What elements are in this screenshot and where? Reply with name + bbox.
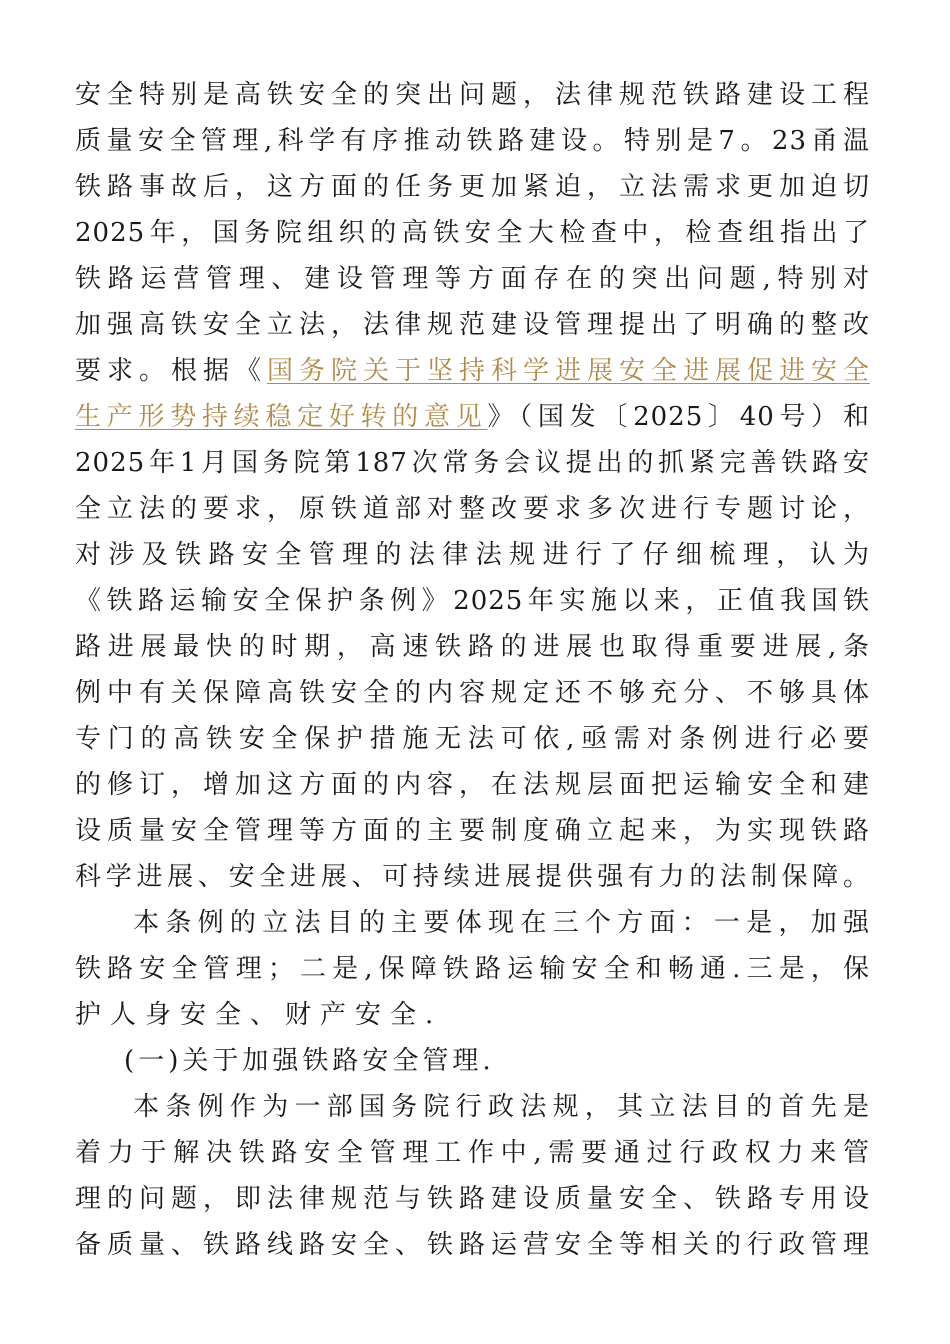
document-title-link[interactable]: 国务院关于坚持科学进展安全进展促进安全 [267,356,870,386]
text-run: (一)关于加强铁路安全管理. [75,1046,495,1076]
text-run: 》（国发〔2025〕40号）和 [487,402,870,432]
text-run: 铁路事故后，这方面的任务更加紧迫，立法需求更加迫切 [75,172,870,202]
text-run: 2025年，国务院组织的高铁安全大检查中，检查组指出了 [75,218,870,248]
text-run: 专门的高铁安全保护措施无法可依,亟需对条例进行必要 [75,724,870,754]
text-run: 全立法的要求，原铁道部对整改要求多次进行专题讨论， [75,494,870,524]
text-line-1 [75,72,870,118]
text-line-4 [75,210,870,256]
document-page [75,72,870,1268]
text-line-24 [75,1130,870,1176]
text-line-16 [75,762,870,808]
text-line-18 [75,854,870,900]
text-line-10 [75,486,870,532]
document-title-link-continued[interactable]: 生产形势持续稳定好转的意见 [75,402,488,432]
text-line-23 [75,1084,870,1130]
text-run: 设质量安全管理等方面的主要制度确立起来，为实现铁路 [75,816,870,846]
text-run: 着力于解决铁路安全管理工作中,需要通过行政权力来管 [75,1138,870,1168]
text-line-7 [75,348,870,394]
text-line-21 [75,992,870,1038]
text-line-9 [75,440,870,486]
text-run: 例中有关保障高铁安全的内容规定还不够充分、不够具体 [75,678,870,708]
text-run: 理的问题，即法律规范与铁路建设质量安全、铁路专用设 [75,1184,870,1214]
text-run: 2025年1月国务院第187次常务会议提出的抓紧完善铁路安 [75,448,870,478]
text-line-12 [75,578,870,624]
text-line-25 [75,1176,870,1222]
text-run: 要求。根据《 [75,356,267,386]
text-line-17 [75,808,870,854]
text-run: 铁路安全管理；二是,保障铁路运输安全和畅通.三是，保 [75,954,870,984]
text-line-11 [75,532,870,578]
text-line-5 [75,256,870,302]
text-run: 备质量、铁路线路安全、铁路运营安全等相关的行政管理 [75,1230,870,1260]
text-run: 本条例的立法目的主要体现在三个方面：一是，加强 [75,908,870,938]
text-run: 铁路运营管理、建设管理等方面存在的突出问题,特别对 [75,264,870,294]
text-line-8 [75,394,870,440]
text-line-3 [75,164,870,210]
text-run: 加强高铁安全立法，法律规范建设管理提出了明确的整改 [75,310,870,340]
text-line-26 [75,1222,870,1268]
text-line-2 [75,118,870,164]
text-line-19 [75,900,870,946]
text-run: 路进展最快的时期，高速铁路的进展也取得重要进展,条 [75,632,870,662]
text-line-13 [75,624,870,670]
text-run: 安全特别是高铁安全的突出问题，法律规范铁路建设工程 [75,80,870,110]
text-run: 本条例作为一部国务院行政法规，其立法目的首先是 [75,1092,870,1122]
text-run: 质量安全管理,科学有序推动铁路建设。特别是7。23甬温 [75,126,870,156]
text-run: 护人身安全、财产安全. [75,1000,443,1030]
text-line-6 [75,302,870,348]
text-line-20 [75,946,870,992]
text-run: 的修订，增加这方面的内容，在法规层面把运输安全和建 [75,770,870,800]
text-run: 《铁路运输安全保护条例》2025年实施以来，正值我国铁 [75,586,870,616]
section-heading [75,1038,870,1084]
text-line-14 [75,670,870,716]
text-run: 科学进展、安全进展、可持续进展提供强有力的法制保障。 [75,862,870,892]
text-line-15 [75,716,870,762]
text-run: 对涉及铁路安全管理的法律法规进行了仔细梳理，认为 [75,540,870,570]
